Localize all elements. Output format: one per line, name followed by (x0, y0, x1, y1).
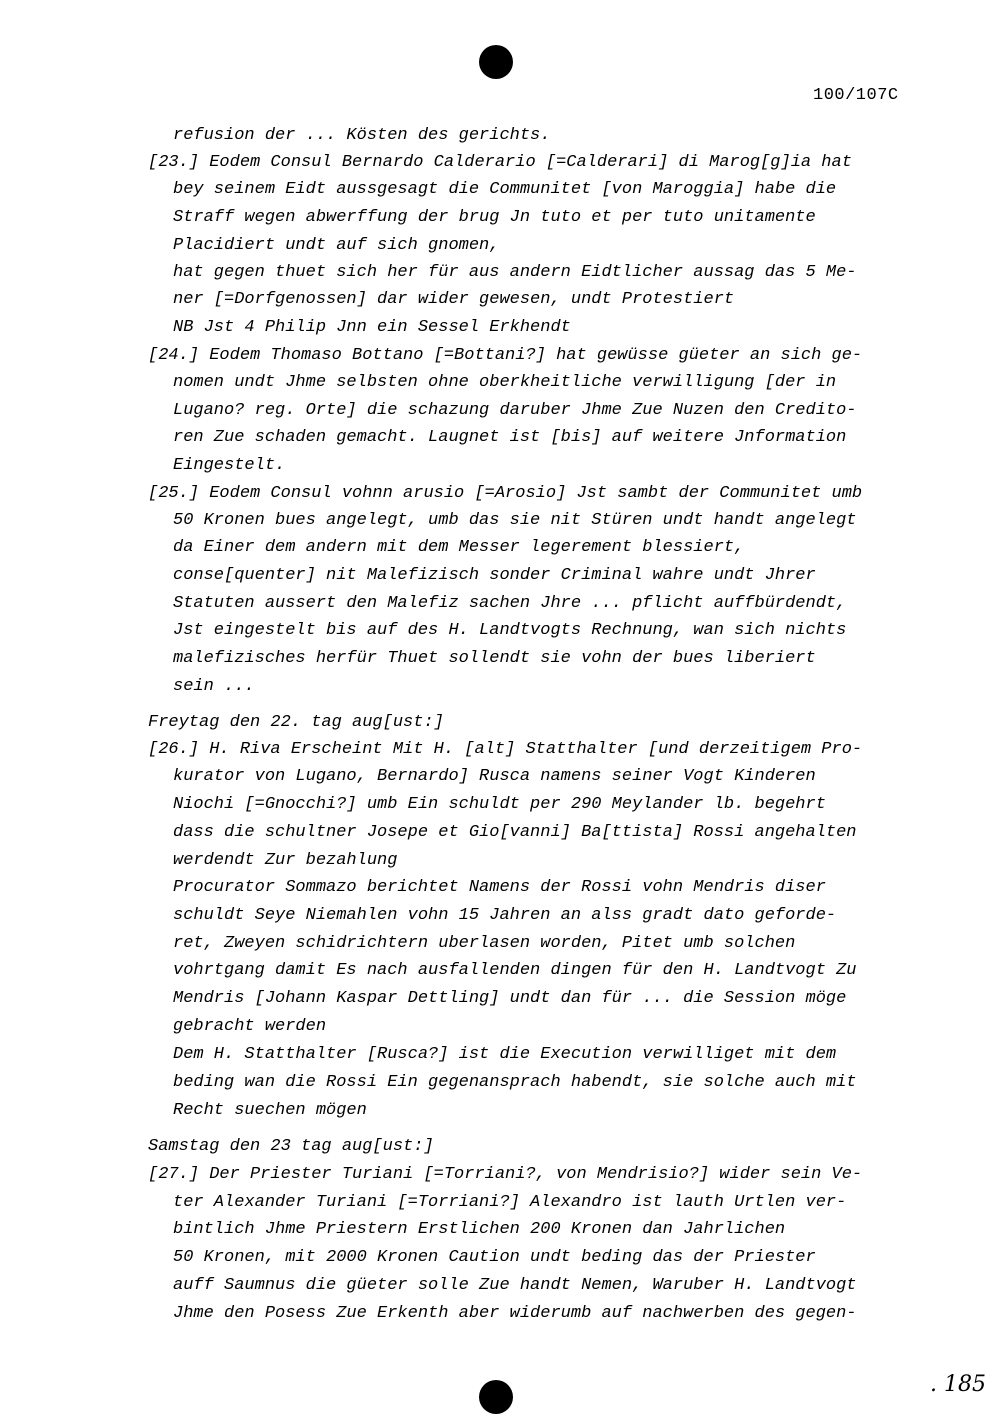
text-line: [26.] H. Riva Erscheint Mit H. [alt] Statthalter [und derzeitigem Pro- (148, 740, 863, 759)
text-line: vohrtgang damit Es nach ausfallenden dingen für den H. Landtvogt Zu (173, 961, 857, 980)
text-line: Procurator Sommazo berichtet Namens der Rossi vohn Mendris diser (173, 878, 826, 897)
punch-hole-bottom (479, 1380, 513, 1414)
text-line: hat gegen thuet sich her für aus andern Eidtlicher aussag das 5 Me- (173, 263, 857, 282)
text-line: Jst eingestelt bis auf des H. Landtvogts Rechnung, wan sich nichts (173, 621, 847, 640)
page-number: 100/107C (813, 86, 899, 105)
text-line: Niochi [=Gnocchi?] umb Ein schuldt per 290 Meylander lb. begehrt (173, 795, 826, 814)
text-line: Straff wegen abwerffung der brug Jn tuto et per tuto unitamente (173, 208, 816, 227)
text-line: Recht suechen mögen (173, 1101, 367, 1120)
text-line: bintlich Jhme Priestern Erstlichen 200 Kronen dan Jahrlichen (173, 1220, 786, 1239)
text-line: NB Jst 4 Philip Jnn ein Sessel Erkhendt (173, 318, 571, 337)
text-line: da Einer dem andern mit dem Messer legerement blessiert, (173, 538, 745, 557)
date-heading: Freytag den 22. tag aug[ust:] (148, 713, 444, 732)
text-line: ret, Zweyen schidrichtern uberlasen worden, Pitet umb solchen (173, 934, 796, 953)
text-line: auff Saumnus die güeter solle Zue handt Nemen, Waruber H. Landtvogt (173, 1276, 857, 1295)
text-line: ren Zue schaden gemacht. Laugnet ist [bis] auf weitere Jnformation (173, 428, 847, 447)
handwritten-folio-number: . 185 (930, 1372, 986, 1397)
text-line: Statuten aussert den Malefiz sachen Jhre ... pflicht auffbürdendt, (173, 594, 847, 613)
text-line: Dem H. Statthalter [Rusca?] ist die Execution verwilliget mit dem (173, 1045, 837, 1064)
text-line: malefizisches herfür Thuet sollendt sie vohn der bues liberiert (173, 649, 816, 668)
text-line: beding wan die Rossi Ein gegenansprach habendt, sie solche auch mit (173, 1073, 857, 1092)
text-line: refusion der ... Kösten des gerichts. (173, 126, 551, 145)
text-line: werdendt Zur bezahlung (173, 851, 398, 870)
text-line: nomen undt Jhme selbsten ohne oberkheitliche verwilligung [der in (173, 373, 837, 392)
text-line: [25.] Eodem Consul vohnn arusio [=Arosio] Jst sambt der Communitet umb (148, 484, 863, 503)
text-line: [27.] Der Priester Turiani [=Torriani?, von Mendrisio?] wider sein Ve- (148, 1165, 863, 1184)
text-line: bey seinem Eidt aussgesagt die Communitet [von Maroggia] habe die (173, 180, 837, 199)
text-line: ter Alexander Turiani [=Torriani?] Alexandro ist lauth Urtlen ver- (173, 1193, 847, 1212)
text-line: dass die schultner Josepe et Gio[vanni] Ba[ttista] Rossi angehalten (173, 823, 857, 842)
text-line: [24.] Eodem Thomaso Bottano [=Bottani?] hat gewüsse güeter an sich ge- (148, 346, 863, 365)
text-line: kurator von Lugano, Bernardo] Rusca namens seiner Vogt Kinderen (173, 767, 816, 786)
punch-hole-top (479, 45, 513, 79)
text-line: conse[quenter] nit Malefizisch sonder Criminal wahre undt Jhrer (173, 566, 816, 585)
text-line: gebracht werden (173, 1017, 327, 1036)
text-line: Eingestelt. (173, 456, 286, 475)
text-line: schuldt Seye Niemahlen vohn 15 Jahren an alss gradt dato geforde- (173, 906, 837, 925)
text-line: sein ... (173, 677, 255, 696)
text-line: Jhme den Posess Zue Erkenth aber widerumb auf nachwerben des gegen- (173, 1304, 857, 1323)
text-line: Lugano? reg. Orte] die schazung daruber Jhme Zue Nuzen den Credito- (173, 401, 857, 420)
text-line: 50 Kronen, mit 2000 Kronen Caution undt beding das der Priester (173, 1248, 816, 1267)
text-line: ner [=Dorfgenossen] dar wider gewesen, undt Protestiert (173, 290, 735, 309)
text-line: [23.] Eodem Consul Bernardo Calderario [=Calderari] di Marog[g]ia hat (148, 153, 852, 172)
date-heading: Samstag den 23 tag aug[ust:] (148, 1137, 434, 1156)
text-line: 50 Kronen bues angelegt, umb das sie nit Stüren undt handt angelegt (173, 511, 857, 530)
text-line: Placidiert undt auf sich gnomen, (173, 236, 500, 255)
text-line: Mendris [Johann Kaspar Dettling] undt dan für ... die Session möge (173, 989, 847, 1008)
